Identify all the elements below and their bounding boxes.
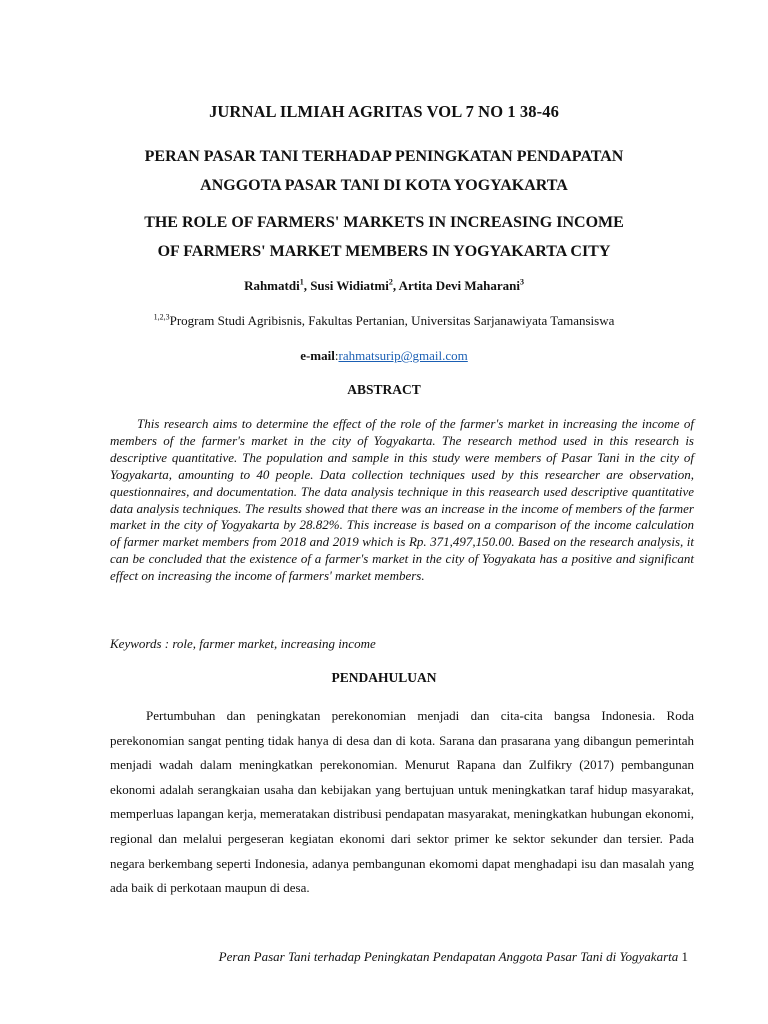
author-name: Rahmatdi — [244, 278, 300, 293]
author-sup: 3 — [519, 277, 524, 287]
email-link[interactable]: rahmatsurip@gmail.com — [338, 348, 468, 363]
affiliation-sup: 1,2,3 — [153, 312, 170, 322]
title-indonesian-line2: ANGGOTA PASAR TANI DI KOTA YOGYAKARTA — [200, 177, 568, 194]
journal-header: JURNAL ILMIAH AGRITAS VOL 7 NO 1 38-46 — [209, 102, 559, 121]
email-line — [0, 348, 768, 364]
email-label: e-mail — [300, 348, 335, 363]
author-sup: 2 — [388, 277, 393, 287]
title-english — [0, 208, 768, 266]
author-name: Artita Devi Maharani — [398, 278, 520, 293]
introduction-paragraph: Pertumbuhan dan peningkatan perekonomian menjadi dan cita-cita bangsa Indonesia. Roda perekonomian sangat penting tidak hanya di desa dan di kota. Sarana dan prasarana yang dibangun pemerintah menjadi wadah dalam meningkatkan perekonomian. Menurut Rapana dan Zulfikry (2017) pembangunan ekonomi adalah serangkaian usaha dan kebijakan yang bertujuan untuk meningkatkan taraf hidup masyarakat, memperluas lapangan kerja, memeratakan distribusi pendapatan masyarakat, meningkatkan hubungan ekonomi, regional dan melalui pergeseran kegiatan ekonomi dari sektor primer ke sektor sekunder dan tersier. Pada negara berkembang seperti Indonesia, adanya pembangunan ekomomi dapat menghadapi isu dan masalah yang ada baik di perkotaan maupun di desa. — [110, 708, 694, 896]
author-sup: 1 — [299, 277, 304, 287]
author-list: Rahmatdi$^1$, Susi Widiatmi$^2$, Artita Devi Maharani$^3$ — [244, 277, 524, 293]
title-indonesian-line1: PERAN PASAR TANI TERHADAP PENINGKATAN PENDAPATAN — [144, 148, 624, 165]
affiliation-text: Program Studi Agribisnis, Fakultas Pertanian, Universitas Sarjanawiyata Tamansiswa — [169, 313, 615, 328]
keywords: Keywords : role, farmer market, increasing income — [110, 636, 376, 651]
email-separator: : — [334, 348, 339, 363]
title-english-line1: THE ROLE OF FARMERS' MARKETS IN INCREASING INCOME — [144, 214, 624, 231]
running-title: Peran Pasar Tani terhadap Peningkatan Pendapatan Anggota Pasar Tani di Yogyakarta — [218, 949, 679, 964]
page-footer — [219, 949, 688, 965]
page-number: 1 — [681, 949, 688, 964]
affiliation — [0, 313, 768, 329]
abstract-heading: ABSTRACT — [347, 382, 421, 397]
abstract-body: This research aims to determine the effect of the role of the farmer's market in increasing the income of members of the farmer's market in the city of Yogyakarta. The research method used in this research is descriptive quantitative. The population and sample in this study were members of Pasar Tani in the city of Yogyakarta, amounting to 40 people. Data collection techniques used by this researcher are observation, questionnaires, and documentation. The data analysis technique in this reasearch used descriptive quantitative data analysis techniques. The results showed that there was an increase in the income of members of the farmer market in the city of Yogyakarta by 28.82%. This increase is based on a comparison of the income calculation of farmer market members from 2018 and 2019 which is Rp. 371,497,150.00. Based on the research analysis, it can be concluded that the existence of a farmer's market in the city of Yogyakata has a positive and significant effect on increasing the income of farmers' market members. — [110, 416, 694, 584]
section-heading-pendahuluan: PENDAHULUAN — [331, 670, 437, 685]
title-indonesian — [0, 142, 768, 200]
title-english-line2: OF FARMERS' MARKET MEMBERS IN YOGYAKARTA CITY — [157, 243, 611, 260]
author-name: Susi Widiatmi — [310, 278, 389, 293]
